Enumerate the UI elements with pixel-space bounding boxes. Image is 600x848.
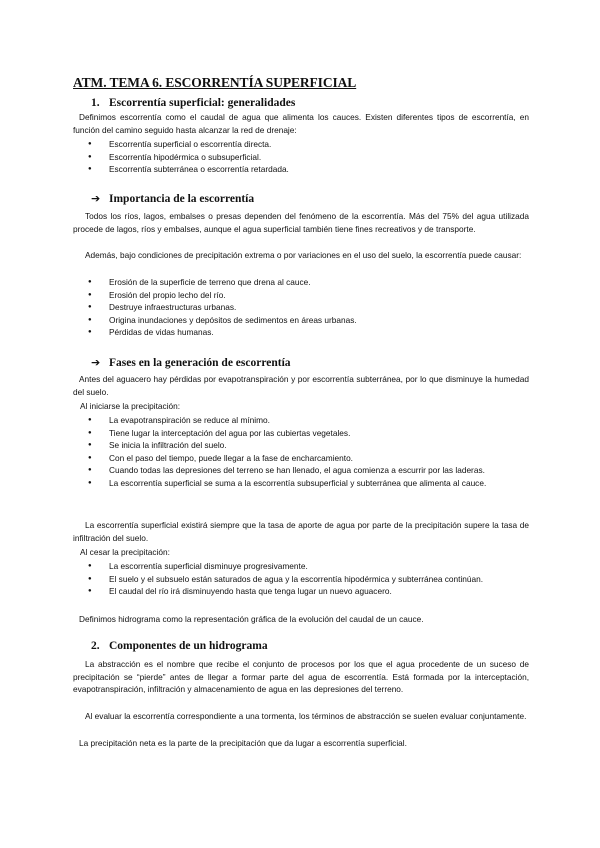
section-1-heading — [91, 97, 295, 109]
section-1-paragraph: Definimos escorrentía como el caudal de agua que alimenta los cauces. Existen diferentes tipos de escorrentía, en función del camino seguido hasta alcanzar la red de drenaje: — [73, 112, 529, 135]
importancia-list — [88, 276, 529, 339]
section-2-title: Componentes de un hidrograma — [109, 640, 268, 652]
list-item: ● El suelo y el subsuelo están saturados de agua y la escorrentía hipodérmica y subterránea continúan. — [88, 573, 529, 586]
subsection-fases-title: Fases en la generación de escorrentía — [109, 357, 291, 369]
list-item: ● Erosión del propio lecho del río. — [88, 289, 529, 302]
arrow-icon: ➔ — [91, 192, 101, 205]
list-item: ● Pérdidas de vidas humanas. — [88, 326, 529, 339]
section-2-paragraph-3: La precipitación neta es la parte de la precipitación que da lugar a escorrentía superficial. — [79, 738, 407, 748]
list-item: ● Erosión de la superficie de terreno que drena al cauce. — [88, 276, 529, 289]
list-item: ● La evapotranspiración se reduce al mínimo. — [88, 414, 529, 427]
section-2-heading — [91, 640, 268, 652]
fases-paragraph-1: Antes del aguacero hay pérdidas por evapotranspiración y por escorrentía subterránea, por lo que disminuye la humedad del suelo. — [73, 374, 529, 397]
list-item: ● Escorrentía superficial o escorrentía directa. — [88, 138, 529, 151]
fases-list-2 — [88, 560, 529, 598]
list-item: ● Escorrentía hipodérmica o subsuperficial. — [88, 151, 529, 164]
fases-paragraph-5: Definimos hidrograma como la representación gráfica de la evolución del caudal de un cauce. — [79, 614, 424, 624]
section-1-number: 1. — [91, 97, 100, 109]
document-title: ATM. TEMA 6. ESCORRENTÍA SUPERFICIAL — [73, 75, 357, 90]
importancia-paragraph-1: Todos los ríos, lagos, embalses o presas dependen del fenómeno de la escorrentía. Más del 75% del agua utilizada procede de lagos, ríos y embalses, aunque el agua superficial también tiene fines recreativos y de transporte. — [73, 211, 529, 234]
list-item: ● Tiene lugar la interceptación del agua por las cubiertas vegetales. — [88, 427, 529, 440]
list-item: ● Con el paso del tiempo, puede llegar a la fase de encharcamiento. — [88, 452, 529, 465]
fases-paragraph-4: Al cesar la precipitación: — [80, 547, 170, 557]
list-item: ● La escorrentía superficial se suma a la escorrentía subsuperficial y subterránea que alimenta al cauce. — [88, 477, 529, 490]
importancia-paragraph-2: Además, bajo condiciones de precipitación extrema o por variaciones en el uso del suelo, la escorrentía puede causar: — [85, 250, 522, 260]
arrow-icon: ➔ — [91, 356, 101, 369]
subsection-fases-heading — [91, 356, 291, 369]
list-item: ● Se inicia la infiltración del suelo. — [88, 439, 529, 452]
subsection-importancia-title: Importancia de la escorrentía — [109, 193, 255, 205]
list-item: ● Origina inundaciones y depósitos de sedimentos en áreas urbanas. — [88, 314, 529, 327]
fases-paragraph-2: Al iniciarse la precipitación: — [80, 401, 181, 411]
section-2-paragraph-2: Al evaluar la escorrentía correspondiente a una tormenta, los términos de abstracción se suelen evaluar conjuntamente. — [85, 711, 527, 721]
section-2-number: 2. — [91, 640, 100, 652]
list-item: ● Escorrentía subterránea o escorrentía retardada. — [88, 163, 529, 176]
list-item: ● Destruye infraestructuras urbanas. — [88, 301, 529, 314]
section-2-paragraph-1: La abstracción es el nombre que recibe el conjunto de procesos por los que el agua procedente de un suceso de precipitación se “pierde” antes de llegar a formar parte del agua de escorrentía. Está formada por la interceptación, evapotranspiración, infiltración y almacenamiento de agua en las depresiones del terreno. — [73, 659, 529, 695]
section-1-title: Escorrentía superficial: generalidades — [109, 97, 296, 109]
list-item: ● La escorrentía superficial disminuye progresivamente. — [88, 560, 529, 573]
fases-paragraph-3: La escorrentía superficial existirá siempre que la tasa de aporte de agua por parte de la precipitación supere la tasa de infiltración del suelo. — [73, 520, 529, 543]
list-item: ● El caudal del río irá disminuyendo hasta que tenga lugar un nuevo aguacero. — [88, 585, 529, 598]
section-1-list — [88, 138, 529, 176]
fases-list-1 — [88, 414, 529, 490]
list-item: ● Cuando todas las depresiones del terreno se han llenado, el agua comienza a escurrir por las laderas. — [88, 464, 529, 477]
subsection-importancia-heading — [91, 192, 254, 205]
